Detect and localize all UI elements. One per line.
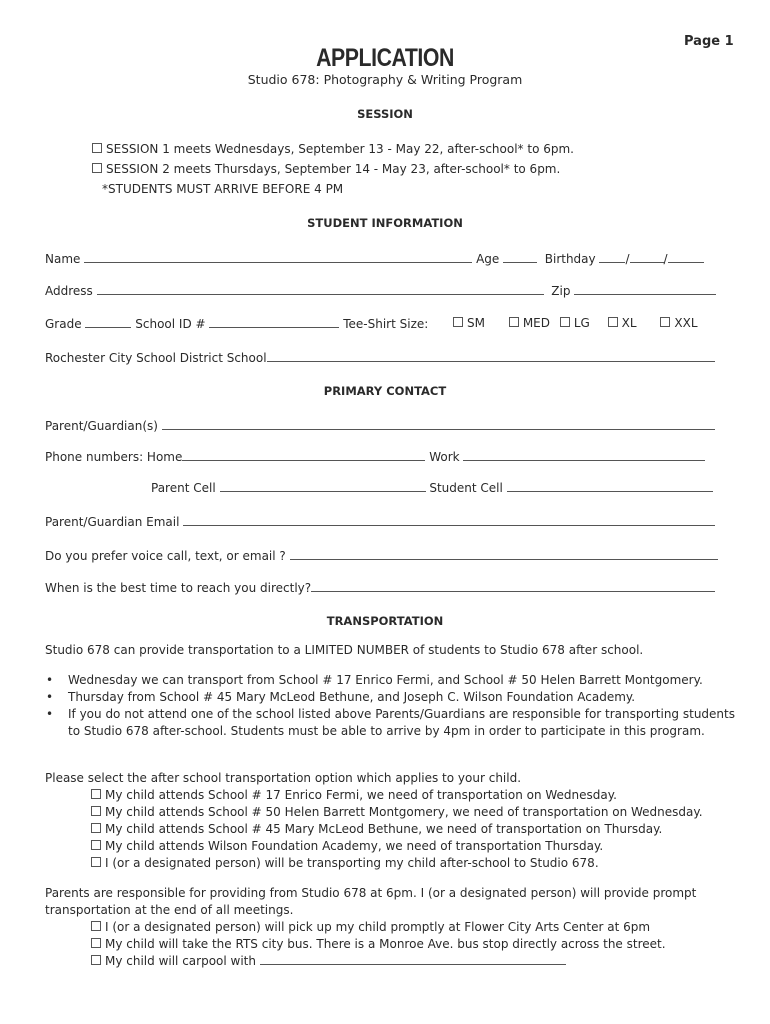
- best-time-label: When is the best time to reach you directly?: [45, 581, 312, 595]
- shirt-lg-checkbox[interactable]: [560, 317, 570, 327]
- pickup-parent-label: I (or a designated person) will pick up my child promptly at Flower City Arts Center at 6pm: [105, 920, 651, 934]
- student-info-heading: STUDENT INFORMATION: [307, 216, 463, 230]
- age-field[interactable]: [503, 251, 537, 263]
- transportation-intro: Studio 678 can provide transportation to a LIMITED NUMBER of students to Studio 678 after school.: [45, 643, 644, 657]
- shirt-lg-label: LG: [573, 316, 590, 330]
- shirt-size-label: Tee-Shirt Size:: [343, 317, 429, 331]
- pickup-prompt: Parents are responsible for providing from Studio 678 at 6pm. I (or a designated person) will provide prompt transportation at the end of all meetings.: [45, 886, 697, 917]
- prefer-label: Do you prefer voice call, text, or email ?: [45, 549, 286, 563]
- prefer-field[interactable]: [290, 548, 718, 560]
- pickup-block: [45, 885, 735, 970]
- phone-row: [45, 449, 705, 464]
- session-note: *STUDENTS MUST ARRIVE BEFORE 4 PM: [102, 182, 344, 196]
- email-label: Parent/Guardian Email: [45, 515, 180, 529]
- school-id-label: School ID #: [135, 317, 206, 331]
- shirt-size-lg[interactable]: [560, 316, 590, 330]
- grade-field[interactable]: [85, 316, 131, 328]
- pickup-parent-checkbox[interactable]: [91, 921, 101, 931]
- email-field[interactable]: [183, 514, 715, 526]
- bullet-wednesday: • Wednesday we can transport from School # 17 Enrico Fermi, and School # 50 Helen Barrett Montgomery.: [45, 672, 735, 689]
- shirt-xl-checkbox[interactable]: [608, 317, 618, 327]
- shirt-med-label: MED: [522, 316, 550, 330]
- grade-row: [45, 316, 428, 331]
- home-phone-field[interactable]: [182, 449, 425, 461]
- transport-wilson-label: My child attends Wilson Foundation Academy, we need of transportation Thursday.: [105, 839, 604, 853]
- session-2-checkbox[interactable]: [92, 163, 102, 173]
- form-subtitle: Studio 678: Photography & Writing Program: [247, 72, 523, 87]
- address-row: [45, 283, 716, 298]
- grade-label: Grade: [45, 317, 82, 331]
- district-school-label: Rochester City School District School: [45, 351, 267, 365]
- transport-50-label: My child attends School # 50 Helen Barrett Montgomery, we need of transportation on Wednesday.: [105, 805, 703, 819]
- best-time-row: [45, 580, 715, 595]
- session-1-checkbox[interactable]: [92, 143, 102, 153]
- transportation-heading: TRANSPORTATION: [326, 614, 444, 628]
- transport-options: [45, 787, 735, 872]
- transport-select-prompt: Please select the after school transportation option which applies to your child.: [45, 771, 522, 785]
- parent-field[interactable]: [162, 418, 715, 430]
- transport-45-checkbox[interactable]: [91, 823, 101, 833]
- birthday-label: Birthday: [544, 252, 596, 266]
- shirt-size-xxl[interactable]: [660, 316, 697, 330]
- home-phone-label: Phone numbers: Home: [45, 450, 183, 464]
- shirt-sm-label: SM: [467, 316, 485, 330]
- transport-select-block: [45, 770, 735, 872]
- transport-self-checkbox[interactable]: [91, 857, 101, 867]
- transportation-bullets: [45, 672, 735, 740]
- transport-option-wilson[interactable]: [45, 838, 735, 855]
- pickup-bus-checkbox[interactable]: [91, 938, 101, 948]
- address-field[interactable]: [97, 283, 544, 295]
- shirt-sm-checkbox[interactable]: [453, 317, 463, 327]
- name-row: Name Age Birthday / /: [45, 251, 704, 266]
- pickup-carpool-label: My child will carpool with: [105, 954, 256, 968]
- session-1-label: SESSION 1 meets Wednesdays, September 13 - May 22, after-school* to 6pm.: [106, 142, 574, 156]
- carpool-field[interactable]: [260, 953, 566, 965]
- prefer-row: [45, 548, 718, 563]
- transport-option-self[interactable]: [45, 855, 735, 872]
- parent-label: Parent/Guardian(s): [45, 419, 158, 433]
- session-1-option[interactable]: [92, 142, 574, 156]
- shirt-size-xl[interactable]: [608, 316, 637, 330]
- transport-wilson-checkbox[interactable]: [91, 840, 101, 850]
- parent-row: [45, 418, 715, 433]
- age-label: Age: [476, 252, 500, 266]
- transport-50-checkbox[interactable]: [91, 806, 101, 816]
- transport-self-label: I (or a designated person) will be transporting my child after-school to Studio 678.: [105, 856, 599, 870]
- shirt-size-sm[interactable]: [453, 316, 485, 330]
- zip-label: Zip: [551, 284, 571, 298]
- session-heading: SESSION: [357, 107, 413, 121]
- session-2-option[interactable]: [92, 162, 560, 176]
- pickup-carpool-checkbox[interactable]: [91, 955, 101, 965]
- transport-17-label: My child attends School # 17 Enrico Fermi, we need of transportation on Wednesday.: [105, 788, 617, 802]
- shirt-med-checkbox[interactable]: [509, 317, 519, 327]
- form-title: APPLICATION: [316, 44, 454, 72]
- pickup-option-parent[interactable]: [45, 919, 735, 936]
- transport-option-school-50[interactable]: [45, 804, 735, 821]
- pickup-option-carpool[interactable]: [45, 953, 735, 970]
- shirt-size-med[interactable]: [509, 316, 550, 330]
- cell-row: [151, 480, 713, 495]
- bullet-thursday: • Thursday from School # 45 Mary McLeod Bethune, and Joseph C. Wilson Foundation Academy.: [45, 689, 735, 706]
- work-phone-label: Work: [429, 450, 460, 464]
- transport-17-checkbox[interactable]: [91, 789, 101, 799]
- birthday-day-field[interactable]: [630, 251, 664, 263]
- email-row: [45, 514, 715, 529]
- transport-option-school-45[interactable]: [45, 821, 735, 838]
- shirt-xxl-label: XXL: [674, 316, 698, 330]
- parent-cell-field[interactable]: [220, 480, 426, 492]
- pickup-option-bus[interactable]: [45, 936, 735, 953]
- pickup-bus-label: My child will take the RTS city bus. There is a Monroe Ave. bus stop directly across the street.: [105, 937, 666, 951]
- name-label: Name: [45, 252, 81, 266]
- address-label: Address: [45, 284, 93, 298]
- shirt-size-options: [453, 316, 712, 330]
- bullet-other-schools: • If you do not attend one of the school listed above Parents/Guardians are responsible for transporting students to Studio 678 after-school. Students must be able to arrive by 4pm in order to participate in this program.: [45, 706, 735, 740]
- pickup-options: [45, 919, 735, 970]
- parent-cell-label: Parent Cell: [151, 481, 216, 495]
- school-id-field[interactable]: [209, 316, 339, 328]
- shirt-xxl-checkbox[interactable]: [660, 317, 670, 327]
- district-school-row: [45, 350, 715, 365]
- work-phone-field[interactable]: [463, 449, 705, 461]
- best-time-field[interactable]: [311, 580, 715, 592]
- district-school-field[interactable]: [267, 350, 715, 362]
- transport-45-label: My child attends School # 45 Mary McLeod Bethune, we need of transportation on Thursday.: [105, 822, 663, 836]
- birthday-year-field[interactable]: [668, 251, 704, 263]
- page-number: Page 1: [684, 34, 734, 49]
- session-2-label: SESSION 2 meets Thursdays, September 14 - May 23, after-school* to 6pm.: [106, 162, 561, 176]
- birthday-month-field[interactable]: [599, 251, 625, 263]
- primary-contact-heading: PRIMARY CONTACT: [323, 384, 447, 398]
- zip-field[interactable]: [574, 283, 716, 295]
- shirt-xl-label: XL: [621, 316, 637, 330]
- student-cell-label: Student Cell: [429, 481, 503, 495]
- student-cell-field[interactable]: [507, 480, 713, 492]
- transport-option-school-17[interactable]: [45, 787, 735, 804]
- name-field[interactable]: [84, 251, 472, 263]
